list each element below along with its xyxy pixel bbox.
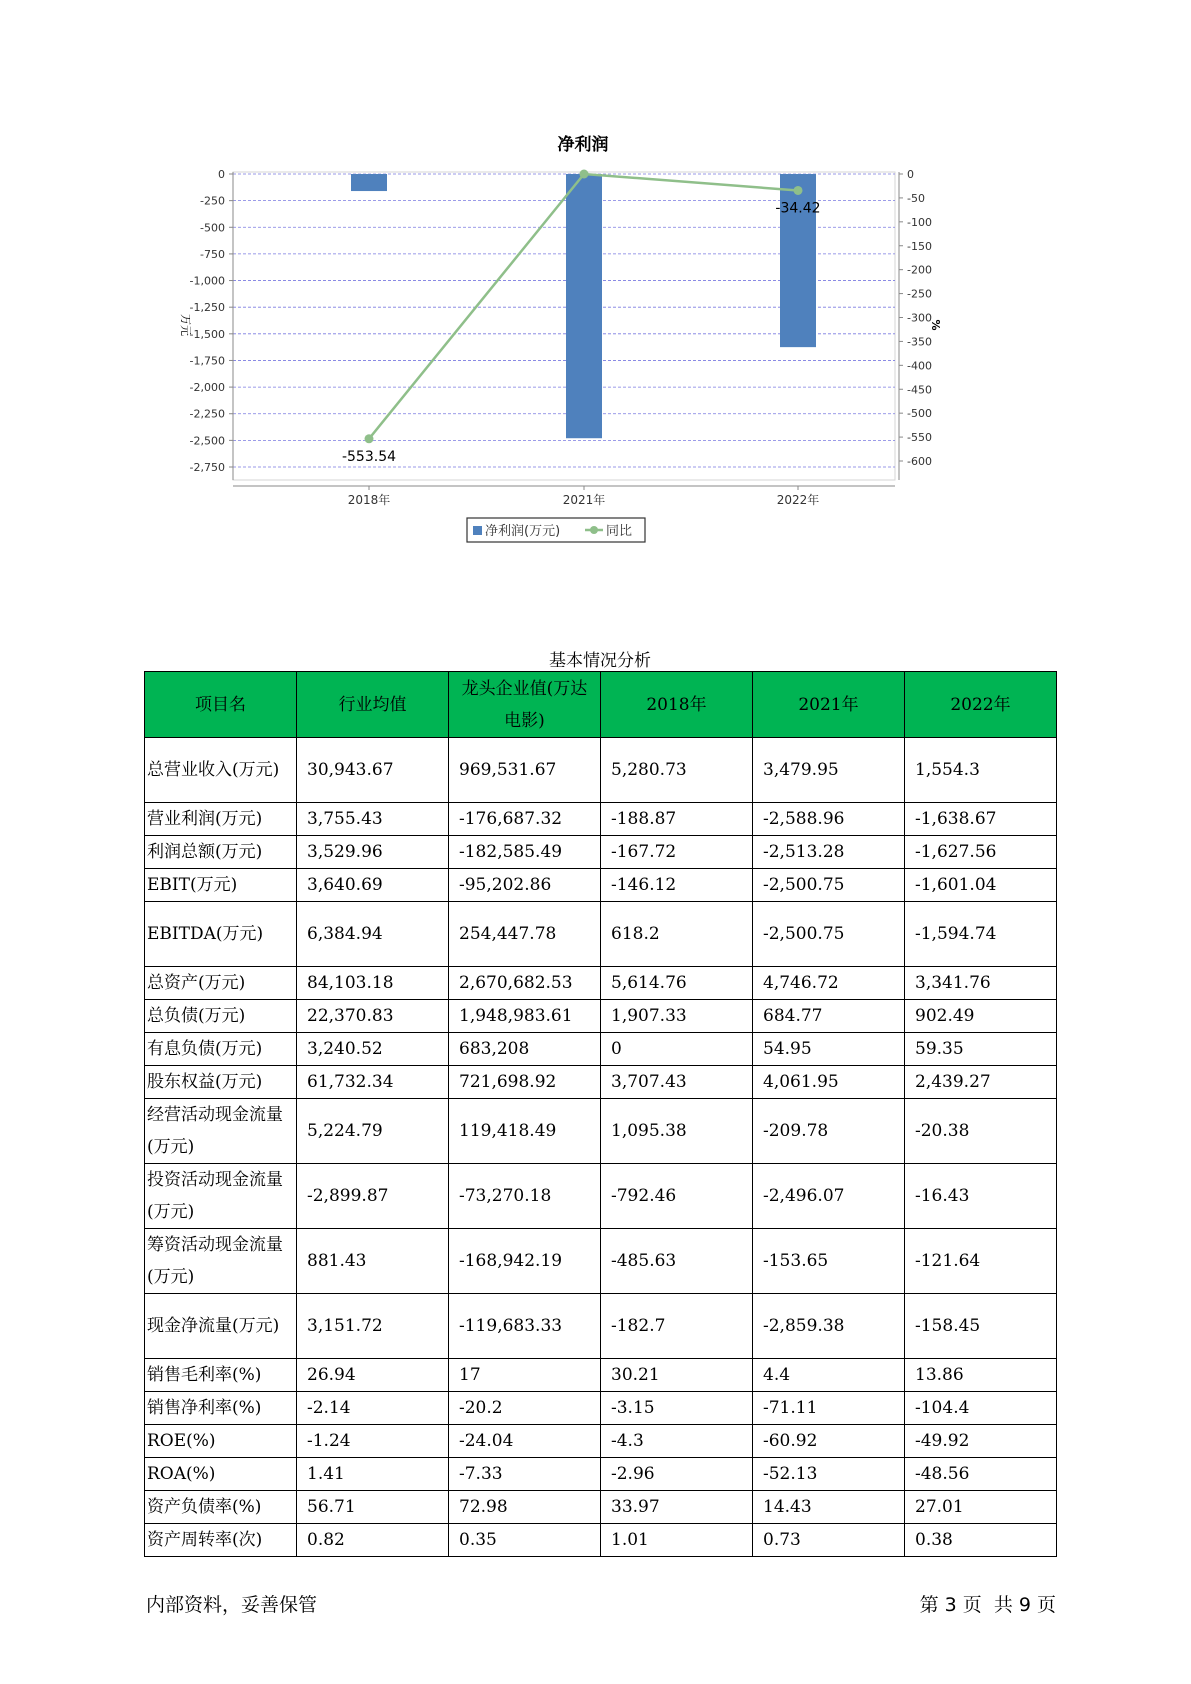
table-cell: -7.33 — [449, 1458, 601, 1491]
yoy-point — [794, 186, 803, 195]
table-cell: 0.38 — [905, 1524, 1057, 1557]
table-cell: 0.73 — [753, 1524, 905, 1557]
table-cell: -49.92 — [905, 1425, 1057, 1458]
table-row — [145, 1425, 1057, 1458]
table-cell: -1.24 — [297, 1425, 449, 1458]
table-cell: -52.13 — [753, 1458, 905, 1491]
row-label: 利润总额(万元) — [145, 836, 297, 869]
table-cell: 26.94 — [297, 1359, 449, 1392]
table-cell: -2,513.28 — [753, 836, 905, 869]
table-cell: -1,594.74 — [905, 902, 1057, 967]
table-cell: -2,500.75 — [753, 869, 905, 902]
legend-line-marker — [590, 526, 598, 534]
y-left-tick-label: -2,750 — [189, 461, 225, 474]
legend-bar-swatch — [473, 526, 482, 535]
y-left-tick-label: -1,250 — [189, 301, 225, 315]
table-cell: 3,240.52 — [297, 1033, 449, 1066]
table-cell: -24.04 — [449, 1425, 601, 1458]
y-left-tick-label: -2,250 — [189, 407, 225, 421]
table-cell: -792.46 — [601, 1164, 753, 1229]
legend-bar-label: 净利润(万元) — [485, 524, 561, 539]
table-cell: 721,698.92 — [449, 1066, 601, 1099]
table-cell: 1,095.38 — [601, 1099, 753, 1164]
table-cell: 17 — [449, 1359, 601, 1392]
yoy-data-label: -34.42 — [775, 200, 821, 217]
row-label: 总资产(万元) — [145, 967, 297, 1000]
legend-line-label: 同比 — [606, 524, 633, 539]
y-left-tick-label: -1,750 — [189, 354, 225, 368]
y-right-tick-label: 0 — [907, 168, 914, 181]
table-row — [145, 836, 1057, 869]
table-row — [145, 1000, 1057, 1033]
table-cell: -167.72 — [601, 836, 753, 869]
table-cell: -16.43 — [905, 1164, 1057, 1229]
table-row — [145, 1033, 1057, 1066]
row-label: 营业利润(万元) — [145, 803, 297, 836]
table-cell: 61,732.34 — [297, 1066, 449, 1099]
table-cell: -104.4 — [905, 1392, 1057, 1425]
table-cell: -2.14 — [297, 1392, 449, 1425]
chart-title: 净利润 — [557, 135, 609, 155]
table-cell: -60.92 — [753, 1425, 905, 1458]
y-right-axis-title: % — [929, 319, 942, 331]
table-cell: 4,061.95 — [753, 1066, 905, 1099]
table-row — [145, 869, 1057, 902]
y-right-tick-label: -50 — [907, 191, 925, 205]
y-right-tick-label: -600 — [907, 455, 932, 468]
table-cell: 30.21 — [601, 1359, 753, 1392]
table-cell: 56.71 — [297, 1491, 449, 1524]
yoy-point — [580, 170, 589, 179]
row-label: 总负债(万元) — [145, 1000, 297, 1033]
table-cell: -73,270.18 — [449, 1164, 601, 1229]
table-cell: 33.97 — [601, 1491, 753, 1524]
table-row — [145, 1458, 1057, 1491]
table-row — [145, 803, 1057, 836]
table-cell: 902.49 — [905, 1000, 1057, 1033]
table-cell: 4.4 — [753, 1359, 905, 1392]
row-label: ROE(%) — [145, 1425, 297, 1458]
table-cell: -48.56 — [905, 1458, 1057, 1491]
x-tick-label: 2022年 — [776, 493, 820, 507]
table-cell: 969,531.67 — [449, 738, 601, 803]
y-right-tick-label: -100 — [907, 215, 932, 229]
table-cell: -153.65 — [753, 1229, 905, 1294]
x-tick-label: 2021年 — [562, 493, 606, 507]
table-cell: 618.2 — [601, 902, 753, 967]
y-left-axis-title: 万元 — [179, 314, 192, 336]
table-cell: -2,859.38 — [753, 1294, 905, 1359]
table-cell: 13.86 — [905, 1359, 1057, 1392]
row-label: 现金净流量(万元) — [145, 1294, 297, 1359]
row-label: EBIT(万元) — [145, 869, 297, 902]
table-cell: 59.35 — [905, 1033, 1057, 1066]
table-row — [145, 1359, 1057, 1392]
table-row — [145, 902, 1057, 967]
row-label: ROA(%) — [145, 1458, 297, 1491]
table-cell: -1,601.04 — [905, 869, 1057, 902]
table-cell: 14.43 — [753, 1491, 905, 1524]
row-label: 筹资活动现金流量(万元) — [145, 1229, 297, 1294]
table-cell: 3,479.95 — [753, 738, 905, 803]
table-cell: -2.96 — [601, 1458, 753, 1491]
row-label: 销售毛利率(%) — [145, 1359, 297, 1392]
table-header-cell: 行业均值 — [297, 672, 449, 738]
table-cell: -209.78 — [753, 1099, 905, 1164]
table-cell: 2,670,682.53 — [449, 967, 601, 1000]
table-cell: 1,554.3 — [905, 738, 1057, 803]
footer-page-number: 第 3 页 共 9 页 — [919, 1594, 1056, 1616]
row-label: 有息负债(万元) — [145, 1033, 297, 1066]
table-cell: 684.77 — [753, 1000, 905, 1033]
y-left-tick-label: -2,500 — [189, 434, 225, 448]
row-label: 销售净利率(%) — [145, 1392, 297, 1425]
table-cell: 22,370.83 — [297, 1000, 449, 1033]
row-label: 经营活动现金流量(万元) — [145, 1099, 297, 1164]
table-row — [145, 1524, 1057, 1557]
table-cell: 254,447.78 — [449, 902, 601, 967]
table-row — [145, 1099, 1057, 1164]
table-cell: 1.01 — [601, 1524, 753, 1557]
table-cell: 3,151.72 — [297, 1294, 449, 1359]
table-cell: -20.2 — [449, 1392, 601, 1425]
table-cell: -485.63 — [601, 1229, 753, 1294]
table-cell: -188.87 — [601, 803, 753, 836]
table-cell: -146.12 — [601, 869, 753, 902]
table-cell: 119,418.49 — [449, 1099, 601, 1164]
table-cell: -2,496.07 — [753, 1164, 905, 1229]
y-left-tick-label: -2,000 — [189, 381, 225, 395]
table-cell: 84,103.18 — [297, 967, 449, 1000]
table-cell: 3,640.69 — [297, 869, 449, 902]
table-row — [145, 1491, 1057, 1524]
footer-confidential: 内部资料，妥善保管 — [146, 1594, 318, 1616]
table-cell: 5,280.73 — [601, 738, 753, 803]
table-cell: 54.95 — [753, 1033, 905, 1066]
y-right-tick-label: -300 — [907, 311, 932, 325]
table-cell: -95,202.86 — [449, 869, 601, 902]
table-header-cell: 2022年 — [905, 672, 1057, 738]
table-cell: 0.82 — [297, 1524, 449, 1557]
row-label: 资产周转率(次) — [145, 1524, 297, 1557]
table-cell: 27.01 — [905, 1491, 1057, 1524]
bar-2021年 — [566, 174, 602, 438]
table-cell: -2,588.96 — [753, 803, 905, 836]
table-header-cell: 龙头企业值(万达电影) — [449, 672, 601, 738]
table-row — [145, 1392, 1057, 1425]
table-row — [145, 738, 1057, 803]
table-row — [145, 1229, 1057, 1294]
row-label: 资产负债率(%) — [145, 1491, 297, 1524]
y-right-tick-label: -500 — [907, 407, 932, 421]
table-cell: 5,224.79 — [297, 1099, 449, 1164]
table-cell: 0.35 — [449, 1524, 601, 1557]
row-label: 总营业收入(万元) — [145, 738, 297, 803]
yoy-point — [365, 434, 374, 443]
table-cell: -4.3 — [601, 1425, 753, 1458]
table-cell: 5,614.76 — [601, 967, 753, 1000]
y-left-tick-label: 0 — [218, 168, 225, 181]
table-cell: 0 — [601, 1033, 753, 1066]
table-cell: -71.11 — [753, 1392, 905, 1425]
table-cell: -3.15 — [601, 1392, 753, 1425]
x-tick-label: 2018年 — [347, 493, 391, 507]
y-right-tick-label: -450 — [907, 383, 932, 397]
table-cell: 1,948,983.61 — [449, 1000, 601, 1033]
table-header-row — [145, 672, 1057, 738]
table-cell: 4,746.72 — [753, 967, 905, 1000]
y-right-tick-label: -550 — [907, 431, 932, 445]
table-cell: 1.41 — [297, 1458, 449, 1491]
table-cell: -158.45 — [905, 1294, 1057, 1359]
table-row — [145, 1066, 1057, 1099]
table-title: 基本情况分析 — [549, 651, 651, 671]
table-cell: -182.7 — [601, 1294, 753, 1359]
table-cell: -2,899.87 — [297, 1164, 449, 1229]
table-cell: 30,943.67 — [297, 738, 449, 803]
analysis-table — [144, 671, 1057, 1557]
table-cell: 3,529.96 — [297, 836, 449, 869]
y-left-tick-label: -500 — [200, 221, 225, 235]
table-cell: 1,907.33 — [601, 1000, 753, 1033]
table-header-cell: 2018年 — [601, 672, 753, 738]
table-row — [145, 1294, 1057, 1359]
net-profit-chart — [170, 130, 1030, 600]
table-cell: -176,687.32 — [449, 803, 601, 836]
y-right-tick-label: -400 — [907, 359, 932, 373]
table-cell: -168,942.19 — [449, 1229, 601, 1294]
y-left-tick-label: -750 — [200, 247, 225, 261]
y-right-tick-label: -350 — [907, 335, 932, 349]
table-cell: 72.98 — [449, 1491, 601, 1524]
y-left-tick-label: -250 — [200, 194, 225, 208]
bar-2018年 — [351, 174, 387, 191]
table-cell: 683,208 — [449, 1033, 601, 1066]
yoy-data-label: -553.54 — [341, 448, 397, 465]
table-header-cell: 2021年 — [753, 672, 905, 738]
table-cell: -1,638.67 — [905, 803, 1057, 836]
table-cell: 3,341.76 — [905, 967, 1057, 1000]
table-cell: 3,755.43 — [297, 803, 449, 836]
row-label: 投资活动现金流量(万元) — [145, 1164, 297, 1229]
table-cell: -119,683.33 — [449, 1294, 601, 1359]
table-cell: -1,627.56 — [905, 836, 1057, 869]
table-cell: 2,439.27 — [905, 1066, 1057, 1099]
y-right-tick-label: -250 — [907, 287, 932, 301]
table-row — [145, 967, 1057, 1000]
table-cell: 881.43 — [297, 1229, 449, 1294]
table-header-cell: 项目名 — [145, 672, 297, 738]
row-label: 股东权益(万元) — [145, 1066, 297, 1099]
y-right-tick-label: -200 — [907, 263, 932, 277]
row-label: EBITDA(万元) — [145, 902, 297, 967]
table-cell: -182,585.49 — [449, 836, 601, 869]
y-left-tick-label: -1,500 — [189, 327, 225, 341]
table-cell: 6,384.94 — [297, 902, 449, 967]
table-row — [145, 1164, 1057, 1229]
table-cell: 3,707.43 — [601, 1066, 753, 1099]
table-cell: -121.64 — [905, 1229, 1057, 1294]
y-left-tick-label: -1,000 — [189, 274, 225, 288]
table-cell: -2,500.75 — [753, 902, 905, 967]
y-right-tick-label: -150 — [907, 239, 932, 253]
table-cell: -20.38 — [905, 1099, 1057, 1164]
